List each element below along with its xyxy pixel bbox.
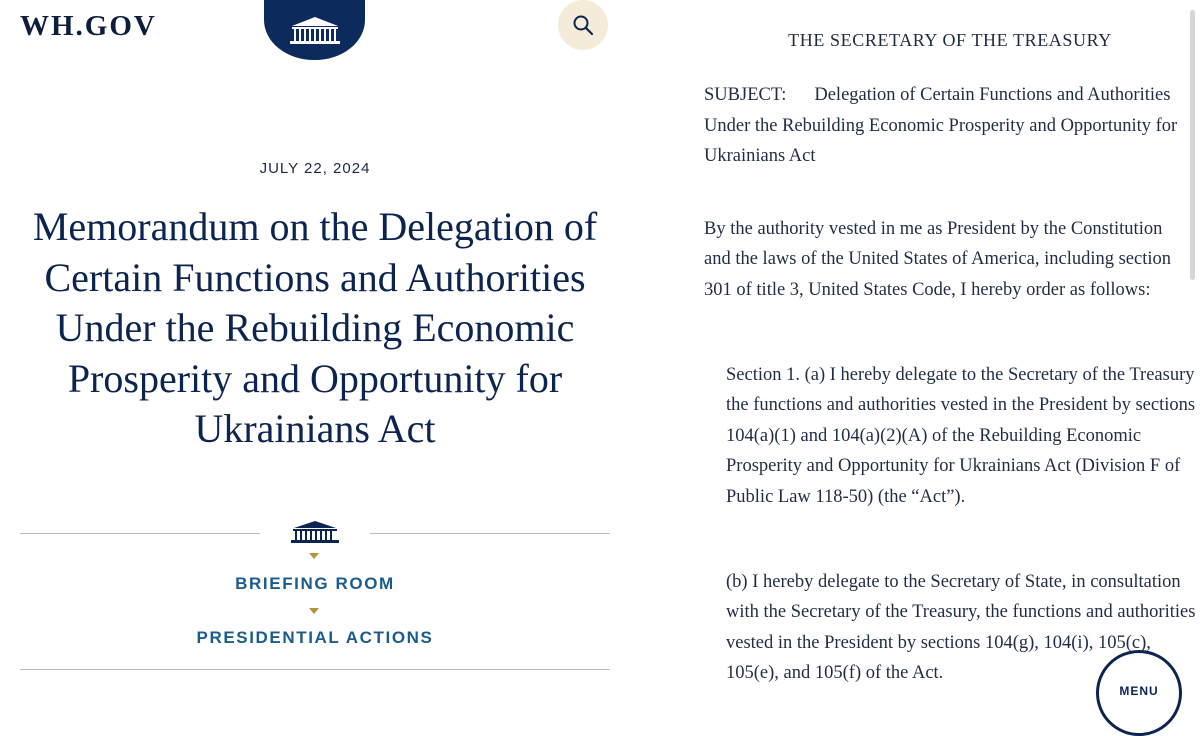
page-title: Memorandum on the Delegation of Certain Functions and Authorities Under the Rebuilding Economic Prosperity and Opportunity for Ukrainians Act	[32, 204, 598, 451]
scrollbar[interactable]	[1190, 10, 1195, 280]
article-header-pane	[0, 0, 630, 700]
search-button[interactable]	[558, 0, 608, 50]
subject-label: SUBJECT:	[704, 85, 787, 105]
menu-button[interactable]: MENU	[1096, 650, 1182, 736]
document-pane	[630, 0, 1200, 700]
subject-text: Delegation of Certain Functions and Authorities Under the Rebuilding Economic Prosperity and Opportunity for Ukrainians Act	[704, 85, 1178, 166]
memo-recipient-heading: THE SECRETARY OF THE TREASURY	[788, 30, 1112, 50]
divider-line	[20, 533, 260, 534]
chevron-down-icon	[309, 608, 319, 614]
white-house-seal-icon[interactable]	[264, 0, 365, 60]
chevron-down-icon	[309, 553, 319, 559]
divider-line	[20, 669, 610, 670]
category-link-presidential-actions[interactable]: PRESIDENTIAL ACTIONS	[196, 628, 434, 647]
memo-subject	[704, 80, 1184, 172]
white-house-icon	[288, 520, 342, 549]
authority-paragraph: By the authority vested in me as President by the Constitution and the laws of the United States of America, including section 301 of title 3, United States Code, I hereby order as follows:	[704, 218, 1172, 300]
section-1b-paragraph: (b) I hereby delegate to the Secretary of State, in consultation with the Secretary of the Treasury, the functions and authorities vested in the President by sections 104(g), 104(i), 105(c), 105(e), and 105(f) of the Act.	[726, 571, 1196, 683]
site-logo[interactable]: WH.GOV	[20, 10, 157, 42]
section-1a-paragraph: Section 1. (a) I hereby delegate to the Secretary of the Treasury the functions and authorities vested in the President by sections 104(a)(1) and 104(a)(2)(A) of the Rebuilding Economic Prosperity and Opportunity for Ukrainians Act (Division F of Public Law 118-50) (the “Act”).	[726, 364, 1196, 507]
article-date: JULY 22, 2024	[259, 160, 371, 177]
category-link-briefing-room[interactable]: BRIEFING ROOM	[235, 574, 395, 593]
white-house-seal-icon-graphic	[286, 14, 344, 46]
divider-line	[370, 533, 610, 534]
search-icon	[572, 14, 594, 36]
